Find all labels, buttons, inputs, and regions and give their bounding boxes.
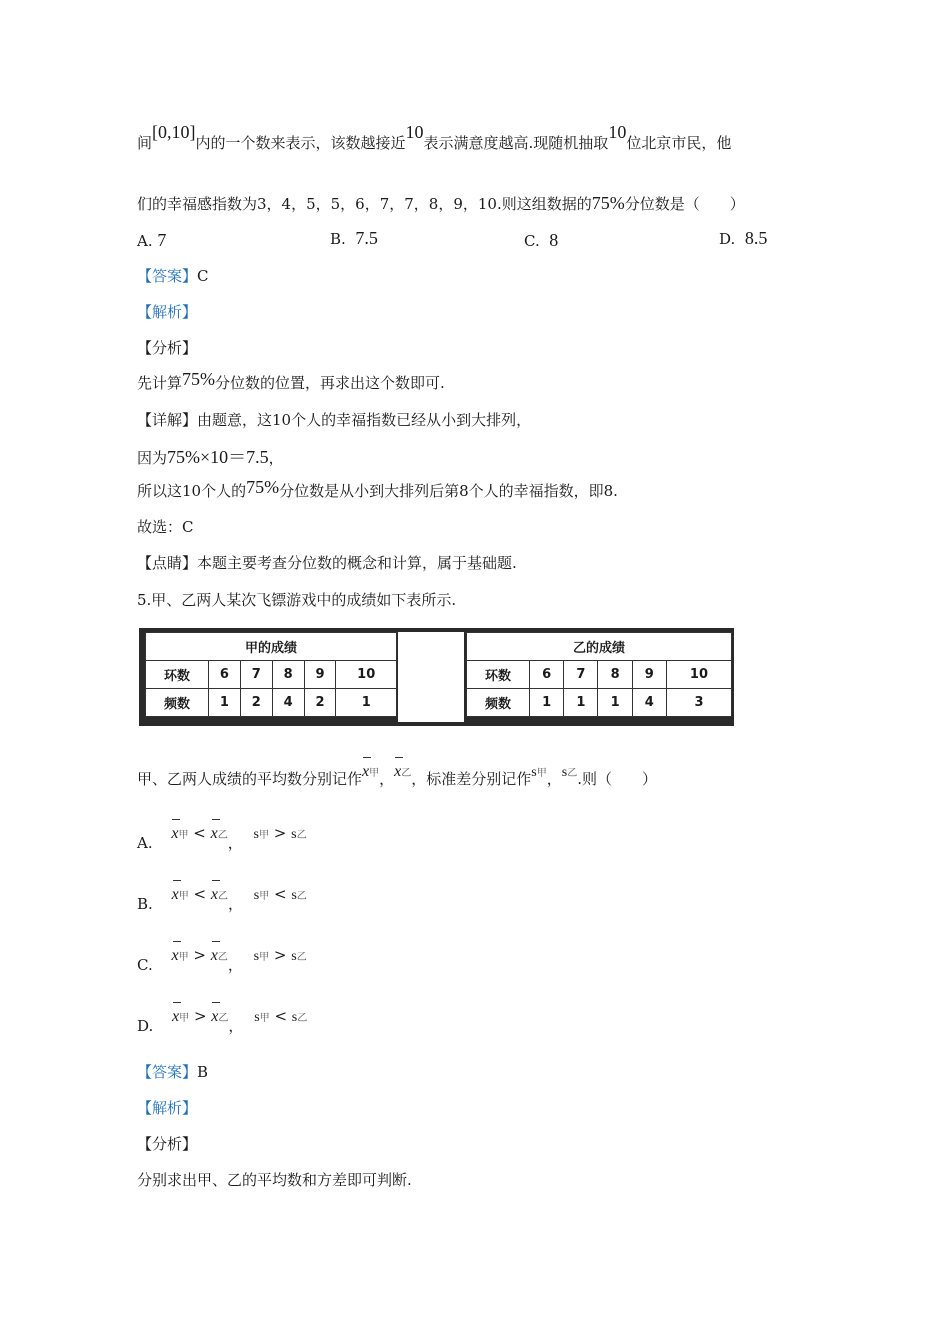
answer-tag: 【答案】 bbox=[137, 1063, 198, 1081]
q4-answer bbox=[137, 265, 209, 286]
ring-cell: 8 bbox=[272, 661, 304, 689]
q5-option-a bbox=[137, 822, 307, 862]
xbar-jia: x甲 bbox=[171, 947, 189, 964]
text: 由题意，这10个人的幸福指数已经从小到大排列， bbox=[197, 411, 532, 429]
jia-table-title: 甲的成绩 bbox=[146, 633, 397, 661]
s-yi: s乙 bbox=[291, 827, 307, 842]
freq-cell: 1 bbox=[598, 689, 632, 717]
text: 位北京市民，他 bbox=[626, 134, 732, 152]
separator: ， bbox=[227, 956, 243, 974]
option-value: 7.5 bbox=[355, 228, 378, 248]
option-value: 7 bbox=[157, 230, 167, 250]
ring-cell: 9 bbox=[632, 661, 666, 689]
detail-tag: 【详解】 bbox=[137, 411, 198, 429]
freq-cell: 2 bbox=[304, 689, 336, 717]
s-jia: s甲 bbox=[253, 949, 270, 964]
text: 分位数的位置，再求出这个数即可. bbox=[215, 374, 445, 392]
xbar-jia: x甲 bbox=[171, 825, 189, 842]
ring-label: 环数 bbox=[467, 661, 530, 689]
freq-label: 频数 bbox=[146, 689, 209, 717]
option-label: D. bbox=[719, 230, 736, 248]
answer-value: B bbox=[197, 1063, 209, 1081]
ring-cell: 6 bbox=[209, 661, 241, 689]
text: ， bbox=[268, 449, 284, 467]
xbar-yi: x乙 bbox=[210, 825, 228, 842]
text: 分位数是（ ） bbox=[624, 195, 745, 213]
option-value: 8 bbox=[549, 230, 559, 250]
q5-option-b bbox=[137, 883, 307, 923]
ring-cell: 10 bbox=[666, 661, 731, 689]
table-divider-blank bbox=[398, 632, 464, 722]
freq-cell: 4 bbox=[272, 689, 304, 717]
freq-cell: 2 bbox=[240, 689, 272, 717]
comment-tag: 【点睛】 bbox=[137, 554, 198, 572]
ring-label: 环数 bbox=[146, 661, 209, 689]
option-label: A. bbox=[137, 232, 153, 250]
q5-analysis-tag bbox=[137, 1097, 197, 1118]
q4-choose: 故选：C bbox=[137, 518, 194, 536]
text: 间 bbox=[137, 134, 153, 152]
yi-score-table bbox=[466, 632, 732, 717]
text: 甲、乙两人成绩的平均数分别记作 bbox=[137, 770, 363, 788]
relation-sign: > bbox=[193, 1007, 207, 1025]
text: 分位数是从小到大排列后第8个人的幸福指数，即8. bbox=[279, 482, 618, 500]
xbar-yi: x乙 bbox=[210, 886, 228, 903]
freq-cell: 1 bbox=[530, 689, 564, 717]
q5-option-c bbox=[137, 944, 307, 984]
q4-option-a bbox=[137, 230, 166, 251]
analysis-tag: 【解析】 bbox=[137, 303, 198, 321]
text: 们的幸福感指数为3，4，5，5，6，7，7，8，9，10.则这组数据的 bbox=[137, 195, 592, 213]
q5-answer bbox=[137, 1061, 208, 1082]
s-jia: s甲 bbox=[253, 888, 270, 903]
freq-cell: 4 bbox=[632, 689, 666, 717]
text: ， bbox=[379, 770, 395, 788]
option-label: C. bbox=[137, 956, 153, 974]
text: .则（ ） bbox=[577, 770, 657, 788]
relation-sign: < bbox=[193, 885, 207, 903]
q4-analysis-tag bbox=[137, 301, 197, 322]
q4-comment bbox=[137, 552, 517, 573]
text: 内的一个数来表示，该数越接近 bbox=[195, 134, 406, 152]
option-label: B. bbox=[330, 230, 346, 248]
text: 因为 bbox=[137, 449, 168, 467]
q5-fenxi-tag: 【分析】 bbox=[137, 1135, 198, 1153]
q4-calc bbox=[137, 443, 284, 469]
xbar-yi: x乙 bbox=[210, 947, 228, 964]
q4-fenxi-text bbox=[137, 369, 445, 393]
option-label: D. bbox=[137, 1017, 154, 1035]
intro-line-1 bbox=[137, 122, 732, 153]
text: 所以这10个人的 bbox=[137, 482, 247, 500]
relation-sign: > bbox=[273, 824, 287, 842]
text: ，标准差分别记作 bbox=[411, 770, 532, 788]
s-yi: s乙 bbox=[291, 888, 307, 903]
text: 先计算 bbox=[137, 374, 183, 392]
q5-fenxi-text: 分别求出甲、乙的平均数和方差即可判断. bbox=[137, 1171, 412, 1189]
separator: ， bbox=[228, 1017, 244, 1035]
ring-cell: 7 bbox=[564, 661, 598, 689]
answer-tag: 【答案】 bbox=[137, 267, 198, 285]
xbar-yi: x乙 bbox=[211, 1008, 229, 1025]
freq-cell: 1 bbox=[564, 689, 598, 717]
percent-formula: 75% bbox=[591, 193, 625, 213]
calc-formula: 75%×10＝7.5 bbox=[167, 447, 269, 467]
relation-sign: < bbox=[193, 824, 206, 842]
ring-cell: 6 bbox=[530, 661, 564, 689]
intro-line-2 bbox=[137, 193, 745, 214]
relation-sign: < bbox=[273, 885, 287, 903]
s-yi: s乙 bbox=[291, 1010, 308, 1025]
ring-cell: 10 bbox=[336, 661, 397, 689]
freq-cell: 1 bbox=[209, 689, 241, 717]
text: ， bbox=[546, 770, 562, 788]
analysis-tag: 【解析】 bbox=[137, 1099, 198, 1117]
interval-formula: [0,10] bbox=[152, 122, 196, 142]
xbar-jia: x甲 bbox=[172, 1008, 190, 1025]
option-label: B. bbox=[137, 895, 153, 913]
answer-value: C bbox=[197, 267, 209, 285]
relation-sign: > bbox=[193, 946, 206, 964]
q4-conclusion bbox=[137, 477, 618, 501]
freq-cell: 1 bbox=[336, 689, 397, 717]
q4-fenxi-tag: 【分析】 bbox=[137, 339, 198, 357]
ring-cell: 8 bbox=[598, 661, 632, 689]
option-value: 8.5 bbox=[744, 228, 768, 248]
q4-option-b bbox=[330, 228, 378, 249]
ring-cell: 9 bbox=[304, 661, 336, 689]
q5-option-d bbox=[137, 1005, 307, 1045]
text: 本题主要考查分位数的概念和计算，属于基础题. bbox=[197, 554, 517, 572]
freq-cell: 3 bbox=[666, 689, 731, 717]
yi-table-title: 乙的成绩 bbox=[467, 633, 732, 661]
percent-formula: 75% bbox=[182, 369, 216, 389]
option-label: A. bbox=[137, 834, 153, 852]
xbar-yi-formula: x乙 bbox=[394, 763, 412, 780]
q5-question bbox=[137, 763, 657, 789]
s-jia: s甲 bbox=[253, 827, 269, 842]
text: 表示满意度越高.现随机抽取 bbox=[423, 134, 609, 152]
ring-cell: 7 bbox=[240, 661, 272, 689]
separator: ， bbox=[227, 834, 243, 852]
s-yi-formula: s乙 bbox=[561, 765, 578, 780]
score-table bbox=[139, 628, 734, 726]
percent-formula: 75% bbox=[246, 477, 280, 497]
xbar-jia: x甲 bbox=[171, 886, 189, 903]
q4-detail bbox=[137, 409, 531, 430]
number-formula: 10 bbox=[608, 122, 627, 142]
freq-label: 频数 bbox=[467, 689, 530, 717]
s-yi: s乙 bbox=[291, 949, 307, 964]
relation-sign: > bbox=[273, 946, 287, 964]
q5-stem: 5.甲、乙两人某次飞镖游戏中的成绩如下表所示. bbox=[137, 591, 457, 609]
s-jia-formula: s甲 bbox=[531, 765, 547, 780]
separator: ， bbox=[227, 895, 243, 913]
xbar-jia-formula: x甲 bbox=[362, 763, 380, 780]
q4-option-d bbox=[719, 228, 767, 249]
q4-option-c bbox=[524, 230, 558, 251]
jia-score-table bbox=[145, 632, 397, 717]
option-label: C. bbox=[524, 232, 540, 250]
number-formula: 10 bbox=[405, 122, 424, 142]
s-jia: s甲 bbox=[254, 1010, 270, 1025]
relation-sign: < bbox=[274, 1007, 288, 1025]
